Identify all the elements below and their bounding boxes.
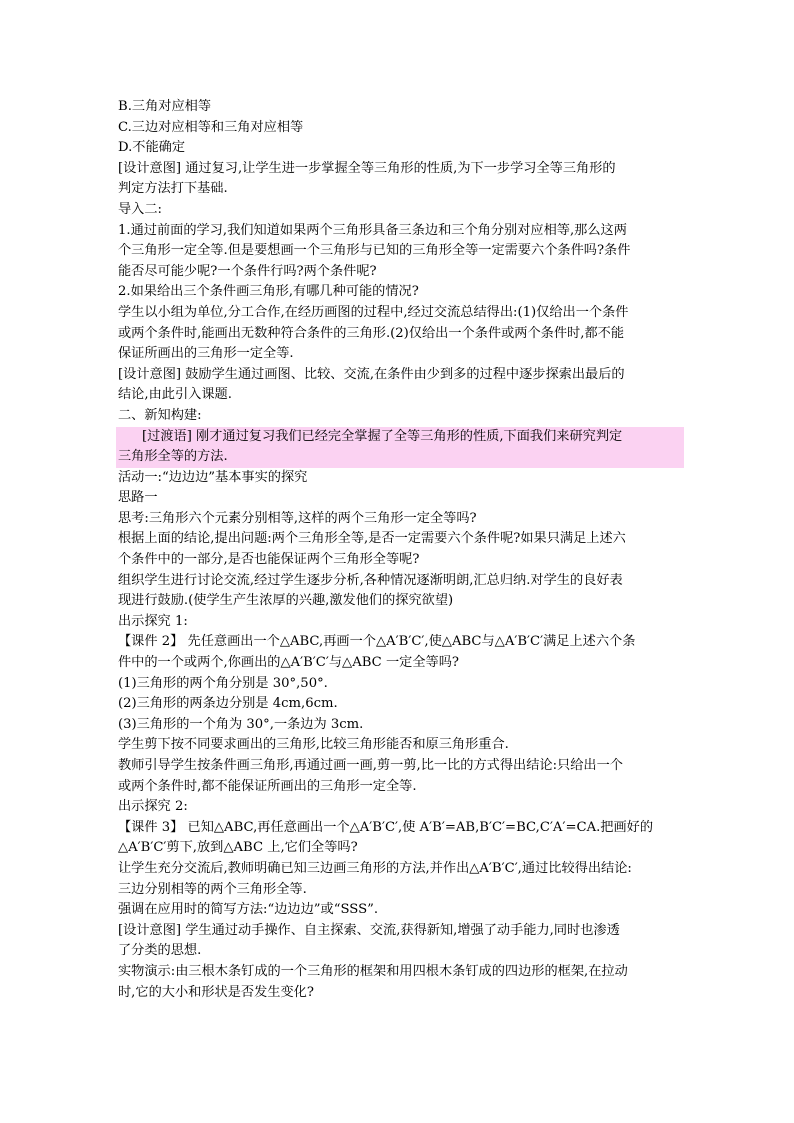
think-question: 思考:三角形六个元素分别相等,这样的两个三角形一定全等吗?: [118, 510, 477, 526]
pose-question-cont: 个条件中的一部分,是否也能保证两个三角形全等呢?: [118, 552, 420, 568]
teacher-guides: 教师引导学生按条件画三角形,再通过画一画,剪一剪,比一比的方式得出结论:只给出一个: [118, 758, 623, 773]
explore-1-heading: 出示探究 1:: [118, 613, 188, 629]
design-intent-2-cont: 结论,由此引入课题.: [118, 387, 232, 403]
group-work-paragraph-cont: 保证所画出的三角形一定全等.: [118, 346, 294, 362]
design-intent-3: [设计意图] 学生通过动手操作、自主探索、交流,获得新知,增强了动手能力,同时也渗透: [118, 922, 620, 938]
transition-highlight-cont: 三角形全等的方法.: [116, 447, 684, 468]
pose-question: 根据上面的结论,提出问题:两个三角形全等,是否一定需要六个条件呢?如果只满足上述六: [118, 531, 626, 547]
courseware-2-cont: 件中的一个或两个,你画出的△A′B′C′与△ABC 一定全等吗?: [118, 655, 459, 671]
intro-item-1: 1.通过前面的学习,我们知道如果两个三角形具备三条边和三个角分别对应相等,那么这两: [118, 222, 627, 238]
activity-one-heading: 活动一:“边边边”基本事实的探究: [118, 469, 308, 485]
courseware-2: 【课件 2】 先任意画出一个△ABC,再画一个△A′B′C′,使△ABC与△A′B′C′满足上述六个条: [118, 634, 636, 650]
discussion-paragraph: 组织学生进行讨论交流,经过学生逐步分析,各种情况逐渐明朗,汇总归纳.对学生的良好表: [118, 572, 623, 588]
section-heading-new-knowledge: 二、新知构建:: [118, 407, 202, 423]
design-intent-1: [设计意图] 通过复习,让学生进一步掌握全等三角形的性质,为下一步学习全等三角形的: [118, 160, 616, 176]
physical-demo: 实物演示:由三根木条钉成的一个三角形的框架和用四根木条钉成的四边形的框架,在拉动: [118, 963, 628, 979]
condition-1: (1)三角形的两个角分别是 30°,50°.: [118, 675, 328, 691]
condition-3: (3)三角形的一个角为 30°,一条边为 3cm.: [118, 716, 364, 732]
option-c: C.三边对应相等和三角对应相等: [118, 119, 304, 135]
courseware-3: 【课件 3】 已知△ABC,再任意画出一个△A′B′C′,使 A′B′=AB,B′C′=BC,C′A′=CA.把画好的: [118, 819, 654, 835]
exchange-conclusion-cont: 三边分别相等的两个三角形全等.: [118, 881, 307, 897]
discussion-paragraph-cont: 现进行鼓励.(使学生产生浓厚的兴趣,激发他们的探究欲望): [118, 593, 454, 609]
intro-item-2: 2.如果给出三个条件画三角形,有哪几种可能的情况?: [118, 284, 419, 300]
courseware-3-cont: △A′B′C′剪下,放到△ABC 上,它们全等吗?: [118, 840, 358, 856]
document-page: [118, 97, 680, 1003]
condition-2: (2)三角形的两条边分别是 4cm,6cm.: [118, 696, 338, 712]
intro-item-1-cont: 能否尽可能少呢?一个条件行吗?两个条件呢?: [118, 263, 377, 279]
physical-demo-cont: 时,它的大小和形状是否发生变化?: [118, 984, 314, 1000]
intro-item-1-cont: 个三角形一定全等.但是要想画一个三角形与已知的三角形全等一定需要六个条件吗?条件: [118, 243, 631, 259]
intro-two-heading: 导入二:: [118, 201, 163, 217]
students-compare: 学生剪下按不同要求画出的三角形,比较三角形能否和原三角形重合.: [118, 737, 509, 753]
sss-abbreviation: 强调在应用时的简写方法:“边边边”或“SSS”.: [118, 902, 379, 918]
design-intent-3-cont: 了分类的思想.: [118, 943, 202, 959]
group-work-paragraph-cont: 或两个条件时,能画出无数种符合条件的三角形.(2)仅给出一个条件或两个条件时,都不能: [118, 325, 625, 341]
design-intent-2: [设计意图] 鼓励学生通过画图、比较、交流,在条件由少到多的过程中逐步探索出最后的: [118, 366, 625, 382]
option-b: B.三角对应相等: [118, 99, 212, 114]
approach-one-heading: 思路一: [118, 490, 158, 506]
group-work-paragraph: 学生以小组为单位,分工合作,在经历画图的过程中,经过交流总结得出:(1)仅给出一个条件: [118, 304, 629, 320]
option-d: D.不能确定: [118, 140, 186, 156]
design-intent-1-cont: 判定方法打下基础.: [118, 181, 228, 197]
exchange-conclusion: 让学生充分交流后,教师明确已知三边画三角形的方法,并作出△A′B′C′,通过比较得出结论:: [118, 860, 632, 876]
explore-2-heading: 出示探究 2:: [118, 799, 188, 815]
transition-highlight: [过渡语] 刚才通过复习我们已经完全掌握了全等三角形的性质,下面我们来研究判定: [116, 427, 684, 448]
teacher-guides-cont: 或两个条件时,都不能保证所画出的三角形一定全等.: [118, 778, 417, 794]
